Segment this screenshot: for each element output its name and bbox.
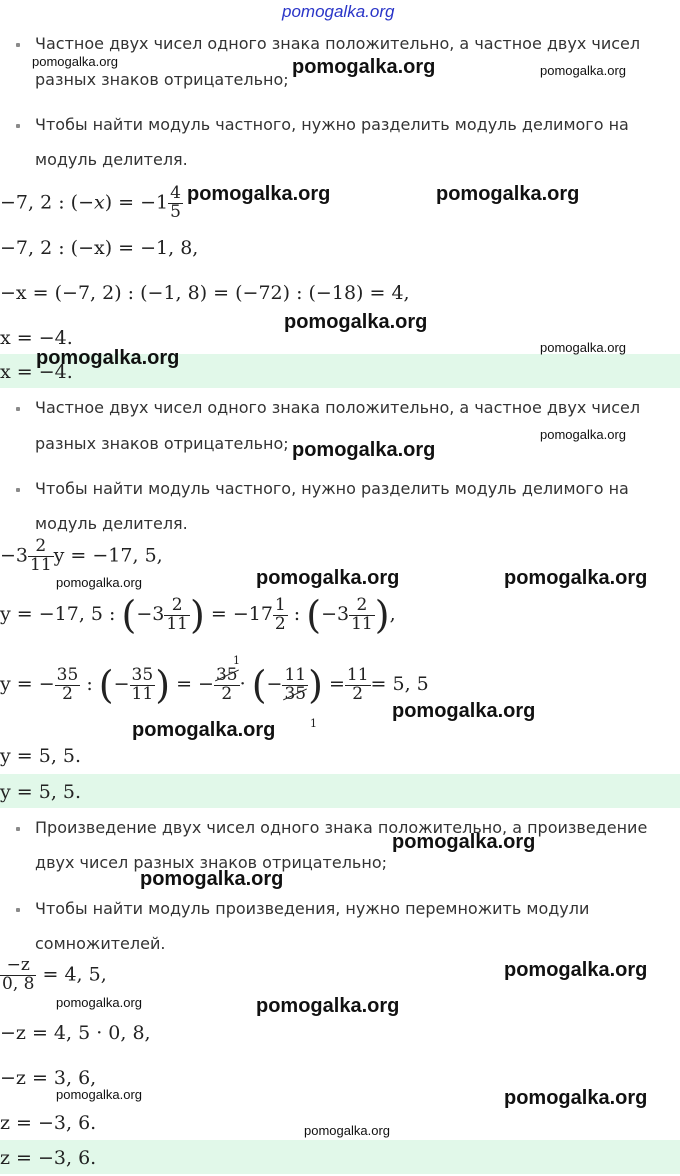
watermark: pomogalka.org — [256, 567, 400, 589]
watermark: pomogalka.org — [392, 700, 536, 722]
equation-line: $\frac{-z}{0, 8}$ = 4, 5, — [2, 955, 107, 994]
rule-text: модуль делителя. — [35, 514, 188, 533]
watermark: pomogalka.org — [292, 439, 436, 461]
watermark: pomogalka.org — [56, 995, 142, 1010]
watermark: pomogalka.org — [540, 340, 626, 355]
watermark: pomogalka.org — [292, 56, 436, 78]
rule-text: Частное двух чисел одного знака положительно, а частное двух чисел — [35, 398, 641, 417]
rule-text: сомножителей. — [35, 934, 166, 953]
top-watermark: pomogalka.org — [282, 2, 395, 21]
answer-highlight — [0, 774, 680, 808]
answer-text: x = −4. — [0, 361, 73, 383]
answer-text: z = −3, 6. — [0, 1147, 97, 1169]
rule-text: Чтобы найти модуль частного, нужно разделить модуль делимого на — [35, 115, 629, 134]
answer-highlight — [0, 1140, 680, 1174]
bullet-marker — [16, 908, 20, 912]
watermark: pomogalka.org — [392, 831, 536, 853]
rule-text: Чтобы найти модуль частного, нужно разделить модуль делимого на — [35, 479, 629, 498]
rule-text: разных знаков отрицательно; — [35, 70, 289, 89]
watermark: pomogalka.org — [504, 959, 648, 981]
watermark: pomogalka.org — [284, 311, 428, 333]
bullet-marker — [16, 488, 20, 492]
watermark: pomogalka.org — [187, 183, 331, 205]
watermark: pomogalka.org — [504, 567, 648, 589]
watermark: pomogalka.org — [140, 868, 284, 890]
equation-line: y = −17, 5 : (−3 $\frac{2}{11}$ ) = −17 $\frac{1}{2}$ : (−3 $\frac{2}{11}$ ), — [0, 593, 396, 637]
cancel-result: 1 — [233, 654, 240, 667]
bullet-marker — [16, 827, 20, 831]
rule-text: Произведение двух чисел одного знака положительно, а произведение — [35, 818, 648, 837]
watermark: pomogalka.org — [36, 347, 180, 369]
rule-text: разных знаков отрицательно; — [35, 434, 289, 453]
watermark: pomogalka.org — [56, 575, 142, 590]
equation-line: z = −3, 6. — [0, 1112, 97, 1134]
watermark: pomogalka.org — [132, 719, 276, 741]
watermark: pomogalka.org — [304, 1123, 390, 1138]
watermark: pomogalka.org — [436, 183, 580, 205]
watermark: pomogalka.org — [540, 427, 626, 442]
bullet-marker — [16, 407, 20, 411]
rule-text: модуль делителя. — [35, 150, 188, 169]
answer-text: y = 5, 5. — [0, 781, 82, 803]
equation-line: −x = (−7, 2) : (−1, 8) = (−72) : (−18) = 4, — [0, 282, 410, 304]
rule-text: Частное двух чисел одного знака положительно, а частное двух чисел — [35, 34, 641, 53]
watermark: pomogalka.org — [540, 63, 626, 78]
equation-line: −7, 2 : (−x) = −1 $\frac{4}{5}$ — [0, 183, 181, 222]
watermark: pomogalka.org — [504, 1087, 648, 1109]
equation-line: y = − $\frac{35}{2}$ : (− $\frac{35}{11}$ ) = − $\frac{35}{2}$ · (− $\frac{11}{35}$ ) = $\frac{11}{2}$ = 5, 5 — [0, 663, 429, 707]
equation-line: −z = 4, 5 · 0, 8, — [0, 1022, 151, 1044]
rule-text: Чтобы найти модуль произведения, нужно перемножить модули — [35, 899, 590, 918]
rule-text: двух чисел разных знаков отрицательно; — [35, 853, 387, 872]
bullet-marker — [16, 43, 20, 47]
equation-line: −3 $\frac{2}{11}$ y = −17, 5, — [0, 536, 163, 575]
equation-line: y = 5, 5. — [0, 745, 82, 767]
bullet-marker — [16, 124, 20, 128]
watermark: pomogalka.org — [56, 1087, 142, 1102]
equation-line: −7, 2 : (−x) = −1, 8, — [0, 237, 199, 259]
equation-line: −z = 3, 6, — [0, 1067, 97, 1089]
cancel-result: 1 — [310, 717, 317, 730]
watermark: pomogalka.org — [256, 995, 400, 1017]
equation-line: x = −4. — [0, 327, 73, 349]
watermark: pomogalka.org — [32, 54, 118, 69]
